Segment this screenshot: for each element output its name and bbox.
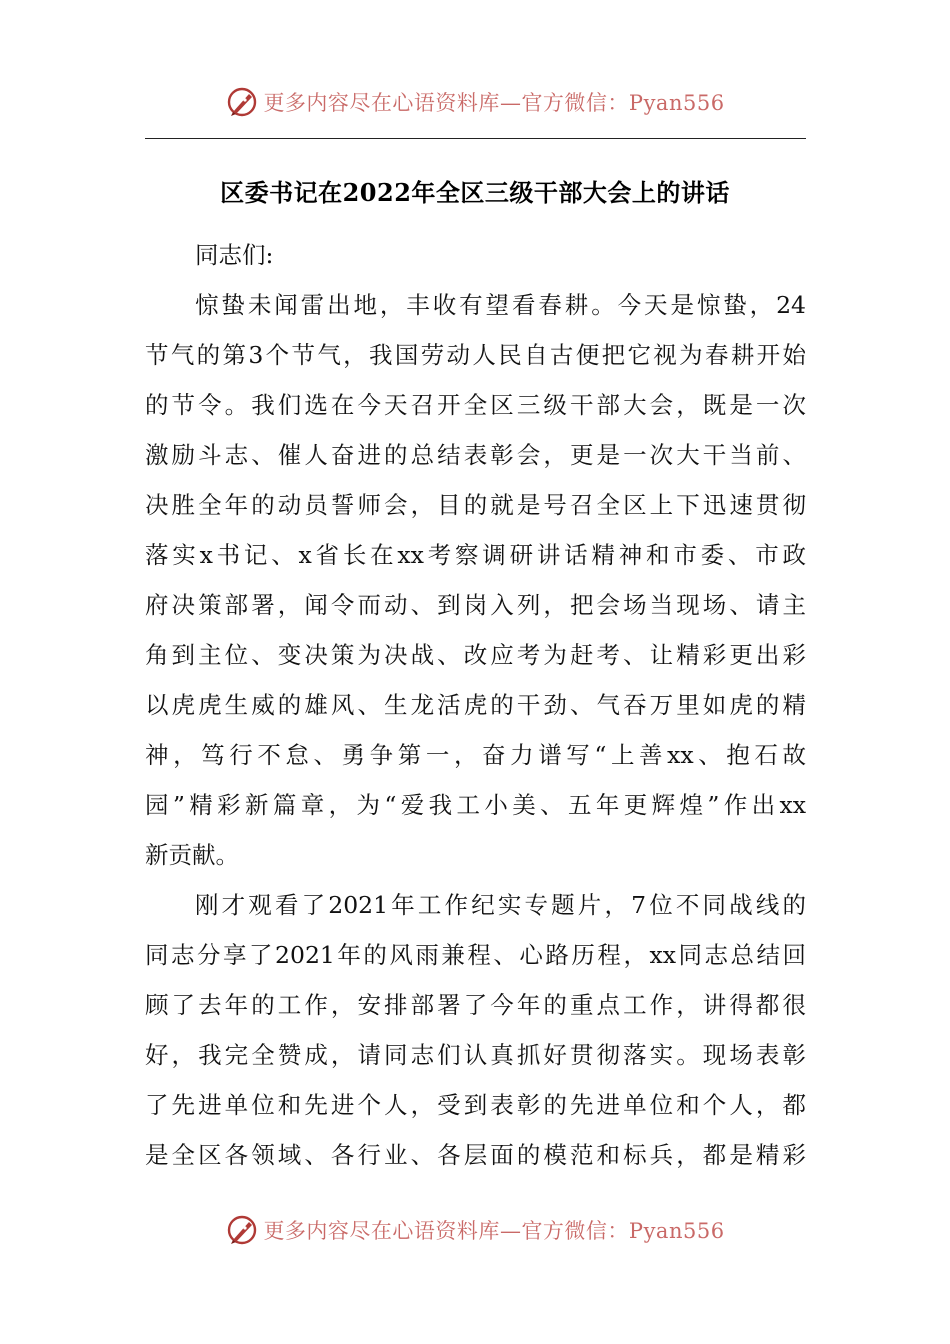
body-text-line: 神，笃行不怠、勇争第一，奋力谱写“上善xx、抱石故 — [145, 741, 806, 769]
body-text-line: 了先进单位和先进个人，受到表彰的先进单位和个人，都 — [145, 1091, 806, 1119]
body-text-line: 惊蛰未闻雷出地，丰收有望看春耕。今天是惊蛰，24 — [195, 291, 806, 319]
body-text-line: 同志分享了2021年的风雨兼程、心路历程，xx同志总结回 — [145, 941, 806, 969]
pen-logo-icon — [225, 85, 259, 119]
watermark-separator: — — [499, 91, 522, 115]
watermark-separator: — — [499, 1219, 522, 1243]
body-text-line: 决胜全年的动员誓师会，目的就是号召全区上下迅速贯彻 — [145, 491, 806, 519]
body-text-line: 的节令。我们选在今天召开全区三级干部大会，既是一次 — [145, 391, 806, 419]
watermark-contact: 官方微信：Pyan556 — [521, 1219, 725, 1243]
body-text-line: 以虎虎生威的雄风、生龙活虎的干劲、气吞万里如虎的精 — [145, 691, 806, 719]
document-title: 区委书记在2022年全区三级干部大会上的讲话 — [220, 178, 730, 207]
body-text-line: 角到主位、变决策为决战、改应考为赶考、让精彩更出彩 — [145, 641, 806, 669]
body-text-line: 刚才观看了2021年工作纪实专题片，7位不同战线的 — [195, 891, 806, 919]
body-text-line: 新贡献。 — [145, 841, 239, 869]
body-text-line: 园”精彩新篇章，为“爱我工小美、五年更辉煌”作出xx — [145, 791, 806, 819]
watermark-text — [263, 87, 724, 117]
watermark-main: 更多内容尽在心语资料库 — [263, 1219, 500, 1243]
body-text-line: 好，我完全赞成，请同志们认真抓好贯彻落实。现场表彰 — [145, 1041, 806, 1069]
watermark-contact: 官方微信：Pyan556 — [521, 91, 725, 115]
body-text-line: 激励斗志、催人奋进的总结表彰会，更是一次大干当前、 — [145, 441, 806, 469]
header-watermark — [0, 82, 950, 122]
document-body — [145, 230, 806, 1180]
body-text-line: 顾了去年的工作，安排部署了今年的重点工作，讲得都很 — [145, 991, 806, 1019]
pen-logo-icon — [225, 1213, 259, 1247]
body-text-line: 同志们: — [195, 241, 274, 269]
body-text-line: 落实x书记、x省长在xx考察调研讲话精神和市委、市政 — [145, 541, 806, 569]
header-divider — [145, 138, 806, 139]
body-text-line: 是全区各领域、各行业、各层面的模范和标兵，都是精彩 — [145, 1141, 806, 1169]
watermark-text — [263, 1215, 724, 1245]
body-text-line: 府决策部署，闻令而动、到岗入列，把会场当现场、请主 — [145, 591, 806, 619]
watermark-main: 更多内容尽在心语资料库 — [263, 91, 500, 115]
body-text-line: 节气的第3个节气，我国劳动人民自古便把它视为春耕开始 — [145, 341, 806, 369]
footer-watermark — [0, 1210, 950, 1250]
